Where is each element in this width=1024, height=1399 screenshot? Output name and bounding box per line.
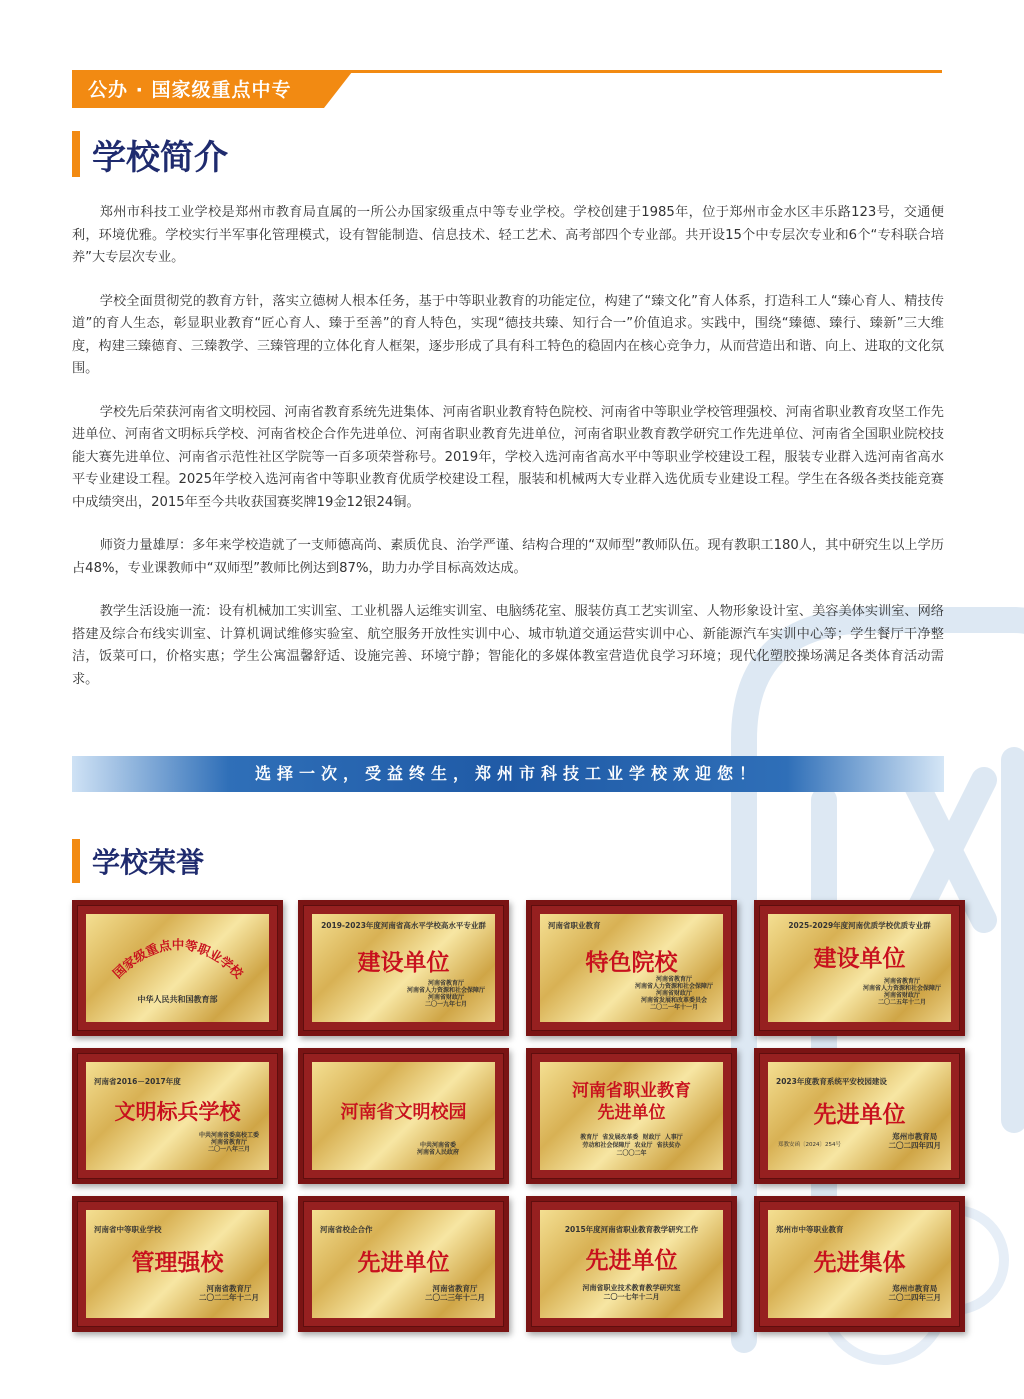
plaque-title: 文明标兵学校 (114, 1100, 241, 1124)
plaque-issuer: 河南省教育厅 河南省人力资源和社会保障厅 河南省财政厅 二〇二五年十二月 (862, 978, 941, 1006)
intro-paragraph: 学校先后荣获河南省文明校园、河南省教育系统先进集体、河南省职业教育特色院校、河南省中等职业学校管理强校、河南省职业教育攻坚工作先进单位、河南省文明标兵学校、河南省校企合作先进单位、河南省职业教育先进单位，河南省职业教育教学研究工作先进单位、河南省全国职业院校技能大赛先进单位、河南省示范性社区学院等一百多项荣誉称号。2019年，学校入选河南省高水平中等职业学校建设工程，服装专业群入选河南省高水平专业建设工程。2025年学校入选河南省中等职业教育优质学校建设工程，服装和机械两大专业群入选优质专业建设工程。学生在各级各类技能竞赛中成绩突出，2015年至今共收获国赛奖牌19金12银24铜。 (72, 404, 944, 510)
plaque-header: 2023年度教育系统平安校园建设 (776, 1077, 887, 1086)
slogan-banner: 选择一次，受益终生，郑州市科技工业学校欢迎您！ (72, 756, 944, 792)
plaque-issuer: 中共河南省委高校工委 河南省教育厅 二〇一八年三月 (198, 1132, 259, 1153)
plaque-title: 特色院校 (585, 950, 678, 976)
plaque-header: 郑州市中等职业教育 (776, 1225, 844, 1234)
plaque-title: 建设单位 (357, 950, 450, 976)
plaque-header: 2015年度河南省职业教育教学研究工作 (564, 1225, 699, 1234)
plaque-header: 河南省2016－2017年度 (94, 1077, 181, 1086)
intro-paragraph: 师资力量雄厚：多年来学校造就了一支师德高尚、素质优良、治学严谨、结构合理的“双师型”教师队伍。现有教职工180人，其中研究生以上学历占48%，专业课教师中“双师型”教师比例达到87%，助力办学目标高效达成。 (72, 538, 944, 576)
honors-title-text: 学校荣誉 (92, 846, 205, 879)
plaque-issuer: 郑州市教育局 二〇二四年三月 (888, 1284, 941, 1302)
intro-text (72, 202, 944, 712)
plaque-subtitle: 教育厅 省发展改革委 财政厅 人事厅 劳动和社会保障厅 农业厅 省扶贫办 二〇〇二年 (580, 1134, 683, 1157)
plaque-arc-title (86, 918, 269, 998)
plaque-issuer: 河南省教育厅 河南省人力资源和社会保障厅 河南省财政厅 二〇一九年七月 (406, 980, 485, 1008)
plaque-title: 河南省职业教育 (572, 1081, 691, 1101)
title-accent-bar (72, 839, 80, 883)
honor-plaque (72, 900, 283, 1036)
honor-plaque (754, 1048, 965, 1184)
intro-paragraph: 郑州市科技工业学校是郑州市教育局直属的一所公办国家级重点中等专业学校。学校创建于1985年，位于郑州市金水区丰乐路123号，交通便利，环境优雅。学校实行半军事化管理模式，设有智能制造、信息技术、轻工艺术、高考部四个专业部。共开设15个中专层次专业和6个“专科联合培养”大专层次专业。 (72, 205, 944, 265)
school-type-banner (72, 72, 352, 108)
plaque-issuer: 河南省教育厅 河南省人力资源和社会保障厅 河南省财政厅 河南省发展和改革委员会 二〇二一年十一月 (634, 976, 713, 1011)
honors-section-title (72, 838, 204, 884)
plaque-title: 先进单位 (357, 1250, 450, 1276)
honor-plaque (754, 900, 965, 1036)
plaque-subtitle: 中华人民共和国教育部 (137, 995, 218, 1004)
plaque-title: 先进集体 (813, 1250, 906, 1276)
honor-plaque (526, 1196, 737, 1332)
plaque-title: 河南省文明校园 (340, 1102, 467, 1123)
honor-plaque (72, 1196, 283, 1332)
plaque-title-line2: 先进单位 (597, 1103, 666, 1123)
plaque-subtitle: 河南省职业技术教育教学研究室 二〇一七年十二月 (582, 1284, 681, 1301)
intro-title-text: 学校简介 (92, 137, 228, 178)
honor-plaque (298, 1048, 509, 1184)
intro-paragraph: 学校全面贯彻党的教育方针，落实立德树人根本任务，基于中等职业教育的功能定位，构建了“臻文化”育人体系，打造科工人“臻心育人、精技传道”的育人生态，彰显职业教育“匠心育人、臻于至善”的育人特色，实现“德技共臻、知行合一”价值追求。实践中，围绕“臻德、臻行、臻新”三大维度，构建三臻德育、三臻教学、三臻管理的立体化育人框架，逐步形成了具有科工特色的稳固内在核心竞争力，从而营造出和谐、向上、进取的文化氛围。 (72, 293, 944, 376)
plaque-issuer: 河南省教育厅 二〇二三年十二月 (425, 1284, 485, 1302)
honor-plaque (526, 1048, 737, 1184)
banner-label: 公办 · 国家级重点中专 (88, 79, 292, 101)
plaque-issuer: 中共河南省委 河南省人民政府 (416, 1142, 459, 1156)
honor-plaque (298, 1196, 509, 1332)
honor-plaque (526, 900, 737, 1036)
plaque-issuer: 河南省教育厅 二〇二二年十二月 (199, 1284, 259, 1302)
plaque-header: 河南省中等职业学校 (94, 1225, 162, 1234)
honor-plaque (754, 1196, 965, 1332)
svg-text:国家级重点中等职业学校: 国家级重点中等职业学校 (109, 937, 247, 982)
plaque-title: 管理强校 (131, 1250, 224, 1276)
intro-paragraph: 教学生活设施一流：设有机械加工实训室、工业机器人运维实训室、电脑绣花室、服装仿真工艺实训室、人物形象设计室、美容美体实训室、网络搭建及综合布线实训室、计算机调试维修实验室、航空服务开放性实训中心、城市轨道交通运营实训中心、新能源汽车实训中心等；学生餐厅干净整洁，饭菜可口，价格实惠；学生公寓温馨舒适、设施完善、环境宁静；智能化的多媒体教室营造优良学习环境；现代化塑胶操场满足各类体育活动需求。 (72, 604, 944, 687)
plaque-title: 先进单位 (585, 1248, 678, 1274)
plaque-header: 河南省校企合作 (320, 1225, 373, 1234)
plaque-title: 建设单位 (813, 946, 906, 972)
plaque-title: 先进单位 (813, 1102, 906, 1128)
plaque-header: 2025-2029年度河南优质学校优质专业群 (788, 921, 931, 930)
plaque-doc-number: 郑教安函〔2024〕254号 (778, 1142, 841, 1148)
plaque-issuer: 郑州市教育局 二〇二四年四月 (888, 1132, 941, 1150)
title-accent-bar (72, 131, 80, 177)
honor-plaque (72, 1048, 283, 1184)
honor-plaque (298, 900, 509, 1036)
intro-section-title (72, 130, 228, 178)
plaque-header: 2019-2023年度河南省高水平学校高水平专业群 (321, 921, 486, 930)
plaque-header: 河南省职业教育 (548, 921, 601, 930)
